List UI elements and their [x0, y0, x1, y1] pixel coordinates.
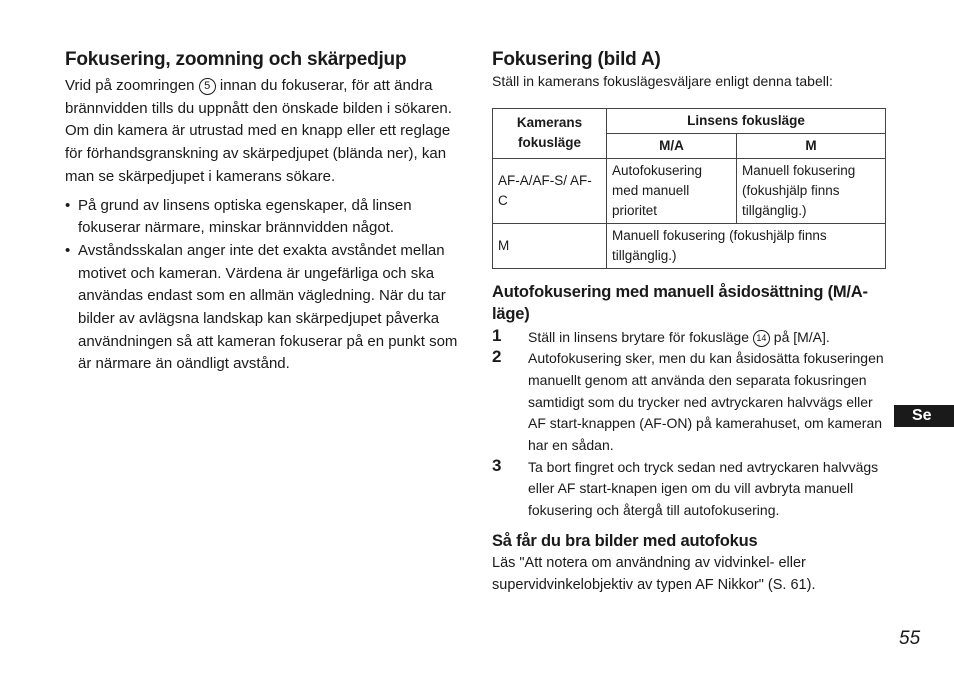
- sub-header-ma: M/A: [607, 133, 737, 158]
- table-row: [493, 158, 886, 223]
- focus-mode-table: [492, 108, 886, 269]
- list-item: • Avståndsskalan anger inte det exakta avståndet mellan motivet och kameran. Värdena är ungefärliga och ska användas endast som en allmän vägledning. När du tar bilder av avlägsna landskap kan skärpedjupet påverka användningen så att kameran fokuserar på en punkt som är närmare än oändligt avstånd.: [65, 241, 458, 373]
- page-number: 55: [899, 628, 921, 649]
- row-label: M: [493, 223, 607, 268]
- col-header-camera-mode: Kamerans fokusläge: [493, 108, 607, 158]
- table-intro: Ställ in kamerans fokuslägesväljare enligt denna tabell:: [492, 73, 833, 89]
- table-cell: Manuell fokusering (fokushjälp finns tillgänglig.): [607, 223, 886, 268]
- step-item: 1 Ställ in linsens brytare för fokusläge 14 på [M/A].: [492, 325, 830, 345]
- step-item: 2 Autofokusering sker, men du kan åsidosätta fokuseringen manuellt genom att använda den separata fokusringen samtidigt som du trycker ned avtryckaren halvvägs eller AF start-knappen (AF-ON) på kamerahuset, om kameran har en sådan.: [492, 347, 884, 454]
- step-item: 3 Ta bort fingret och tryck sedan ned avtryckaren halvvägs eller AF start-knapen igen om du vill avbryta manuell fokusering och återgå till autofokusering.: [492, 455, 879, 519]
- section-heading-zoom: Fokusering, zoomning och skärpedjup: [65, 49, 407, 70]
- table-cell: Autofokusering med manuell prioritet: [607, 158, 737, 223]
- subheading-ma-override: Autofokusering med manuell åsidosättning (M/A-läge): [492, 282, 868, 323]
- bullet-icon: •: [65, 241, 71, 259]
- table-row: [493, 223, 886, 268]
- steps-list: [492, 327, 892, 522]
- step-number: 3: [492, 455, 502, 475]
- step-number: 1: [492, 325, 502, 345]
- zoom-ring-marker: 5: [199, 78, 216, 95]
- notes-list: [65, 195, 465, 377]
- table-cell: Manuell fokusering (fokushjälp finns tillgänglig.): [737, 158, 886, 223]
- dof-paragraph: Om din kamera är utrustad med en knapp eller ett reglage för förhandsgranskning av skärpedjupet (blända ner), kan man se skärpedjupet i kamerans sökare.: [65, 122, 451, 185]
- reference-paragraph: Läs "Att notera om användning av vidvinkel- eller supervidvinkelobjektiv av typen AF Nikkor" (S. 61).: [492, 554, 816, 594]
- subheading-good-photos: Så får du bra bilder med autofokus: [492, 531, 758, 550]
- language-tab: Se: [894, 405, 954, 427]
- left-column: [65, 48, 465, 376]
- sub-header-m: M: [737, 133, 886, 158]
- row-label: AF-A/AF-S/ AF-C: [493, 158, 607, 223]
- focus-switch-marker: 14: [753, 330, 770, 347]
- step-number: 2: [492, 347, 502, 367]
- section-heading-focus: Fokusering (bild A): [492, 49, 661, 70]
- list-item: • På grund av linsens optiska egenskaper, då linsen fokuserar närmare, minskar brännvidden något.: [65, 196, 412, 237]
- right-column: [492, 48, 892, 597]
- zoom-paragraph: Vrid på zoomringen 5 innan du fokuserar, för att ändra brännvidden tills du uppnått den önskade bilden i sökaren.: [65, 77, 452, 117]
- col-header-lens-mode: Linsens fokusläge: [607, 108, 886, 133]
- bullet-icon: •: [65, 196, 71, 214]
